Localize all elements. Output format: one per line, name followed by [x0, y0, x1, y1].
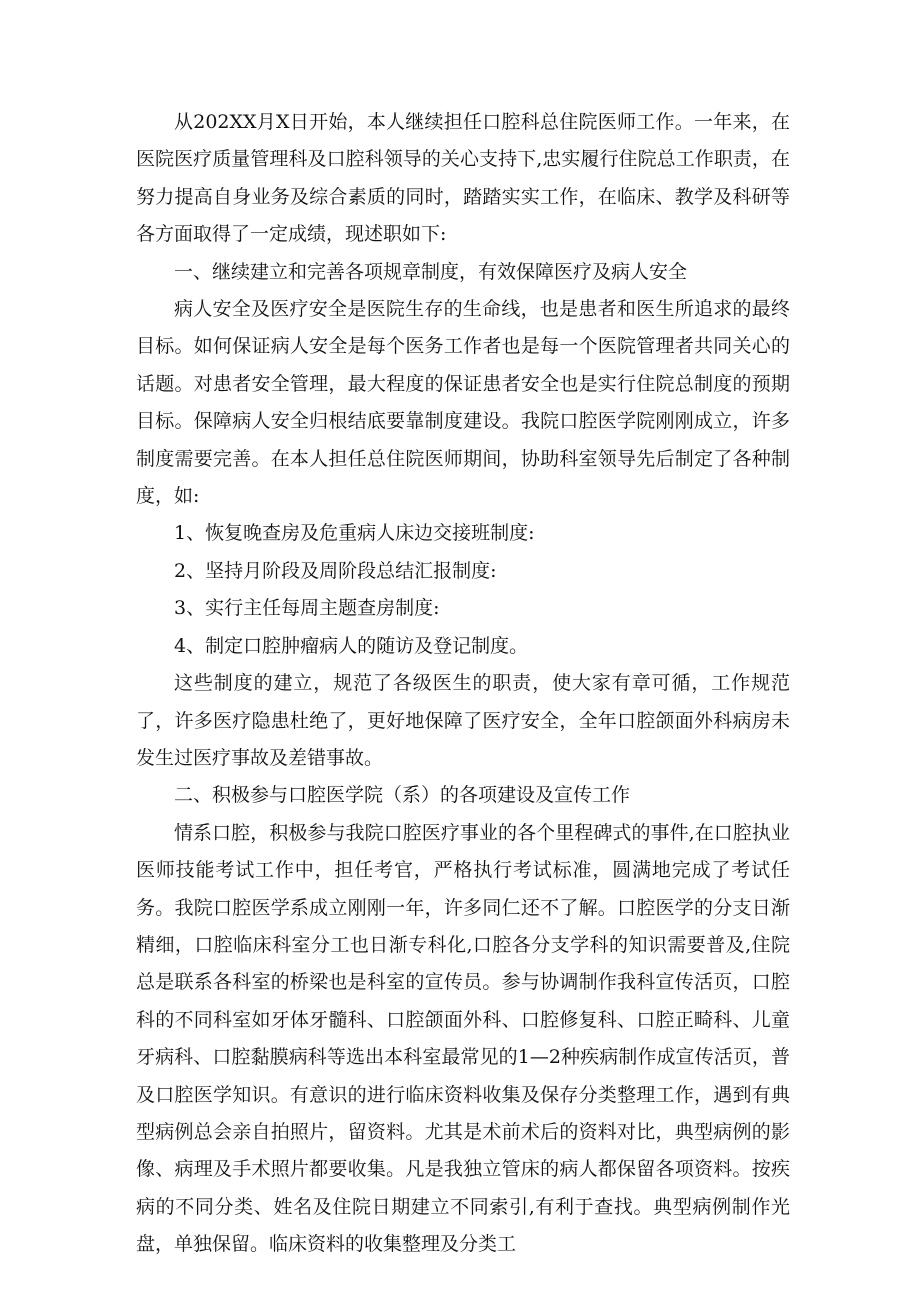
document-body	[136, 104, 790, 1264]
body-paragraph: 这些制度的建立，规范了各级医生的职责，使大家有章可循，工作规范了，许多医疗隐患杜绝了，更好地保障了医疗安全，全年口腔颌面外科病房未发生过医疗事故及差错事故。	[136, 672, 790, 769]
section-heading-1: 一、继续建立和完善各项规章制度，有效保障医疗及病人安全	[174, 260, 688, 283]
list-item-2: 2、坚持月阶段及周阶段总结汇报制度:	[174, 559, 497, 582]
list-item-4: 4、制定口腔肿瘤病人的随访及登记制度。	[174, 634, 529, 657]
body-paragraph: 病人安全及医疗安全是医院生存的生命线，也是患者和医生所追求的最终目标。如何保证病人安全是每个医务工作者也是每一个医院管理者共同关心的话题。对患者安全管理，最大程度的保证患者安全也是实行住院总制度的预期目标。保障病人安全归根结底要靠制度建设。我院口腔医学院刚刚成立，许多制度需要完善。在本人担任总住院医师期间，协助科室领导先后制定了各种制度，如:	[136, 298, 790, 508]
body-paragraph: 情系口腔，积极参与我院口腔医疗事业的各个里程碑式的事件,在口腔执业医师技能考试工作中，担任考官，严格执行考试标准，圆满地完成了考试任务。我院口腔医学系成立刚刚一年，许多同仁还不了解。口腔医学的分支日渐精细，口腔临床科室分工也日渐专科化,口腔各分支学科的知识需要普及,住院总是联系各科室的桥梁也是科室的宣传员。参与协调制作我科宣传活页，口腔科的不同科室如牙体牙髓科、口腔颌面外科、口腔修复科、口腔正畸科、儿童牙病科、口腔黏膜病科等选出本科室最常见的1—2种疾病制作成宣传活页，普及口腔医学知识。有意识的进行临床资料收集及保存分类整理工作，遇到有典型病例总会亲自拍照片，留资料。尤其是术前术后的资料对比，典型病例的影像、病理及手术照片都要收集。凡是我独立管床的病人都保留各项资料。按疾病的不同分类、姓名及住院日期建立不同索引,有利于查找。典型病例制作光盘，单独保留。临床资料的收集整理及分类工	[136, 821, 790, 1256]
intro-paragraph: 从202XX月X日开始，本人继续担任口腔科总住院医师工作。一年来，在医院医疗质量管理科及口腔科领导的关心支持下,忠实履行住院总工作职责，在努力提高自身业务及综合素质的同时，踏踏实实工作，在临床、教学及科研等各方面取得了一定成绩，现述职如下:	[136, 111, 790, 246]
section-heading-2: 二、积极参与口腔医学院（系）的各项建设及宣传工作	[174, 784, 631, 807]
list-item-1: 1、恢复晚查房及危重病人床边交接班制度:	[174, 522, 535, 545]
list-item-3: 3、实行主任每周主题查房制度:	[174, 597, 440, 620]
